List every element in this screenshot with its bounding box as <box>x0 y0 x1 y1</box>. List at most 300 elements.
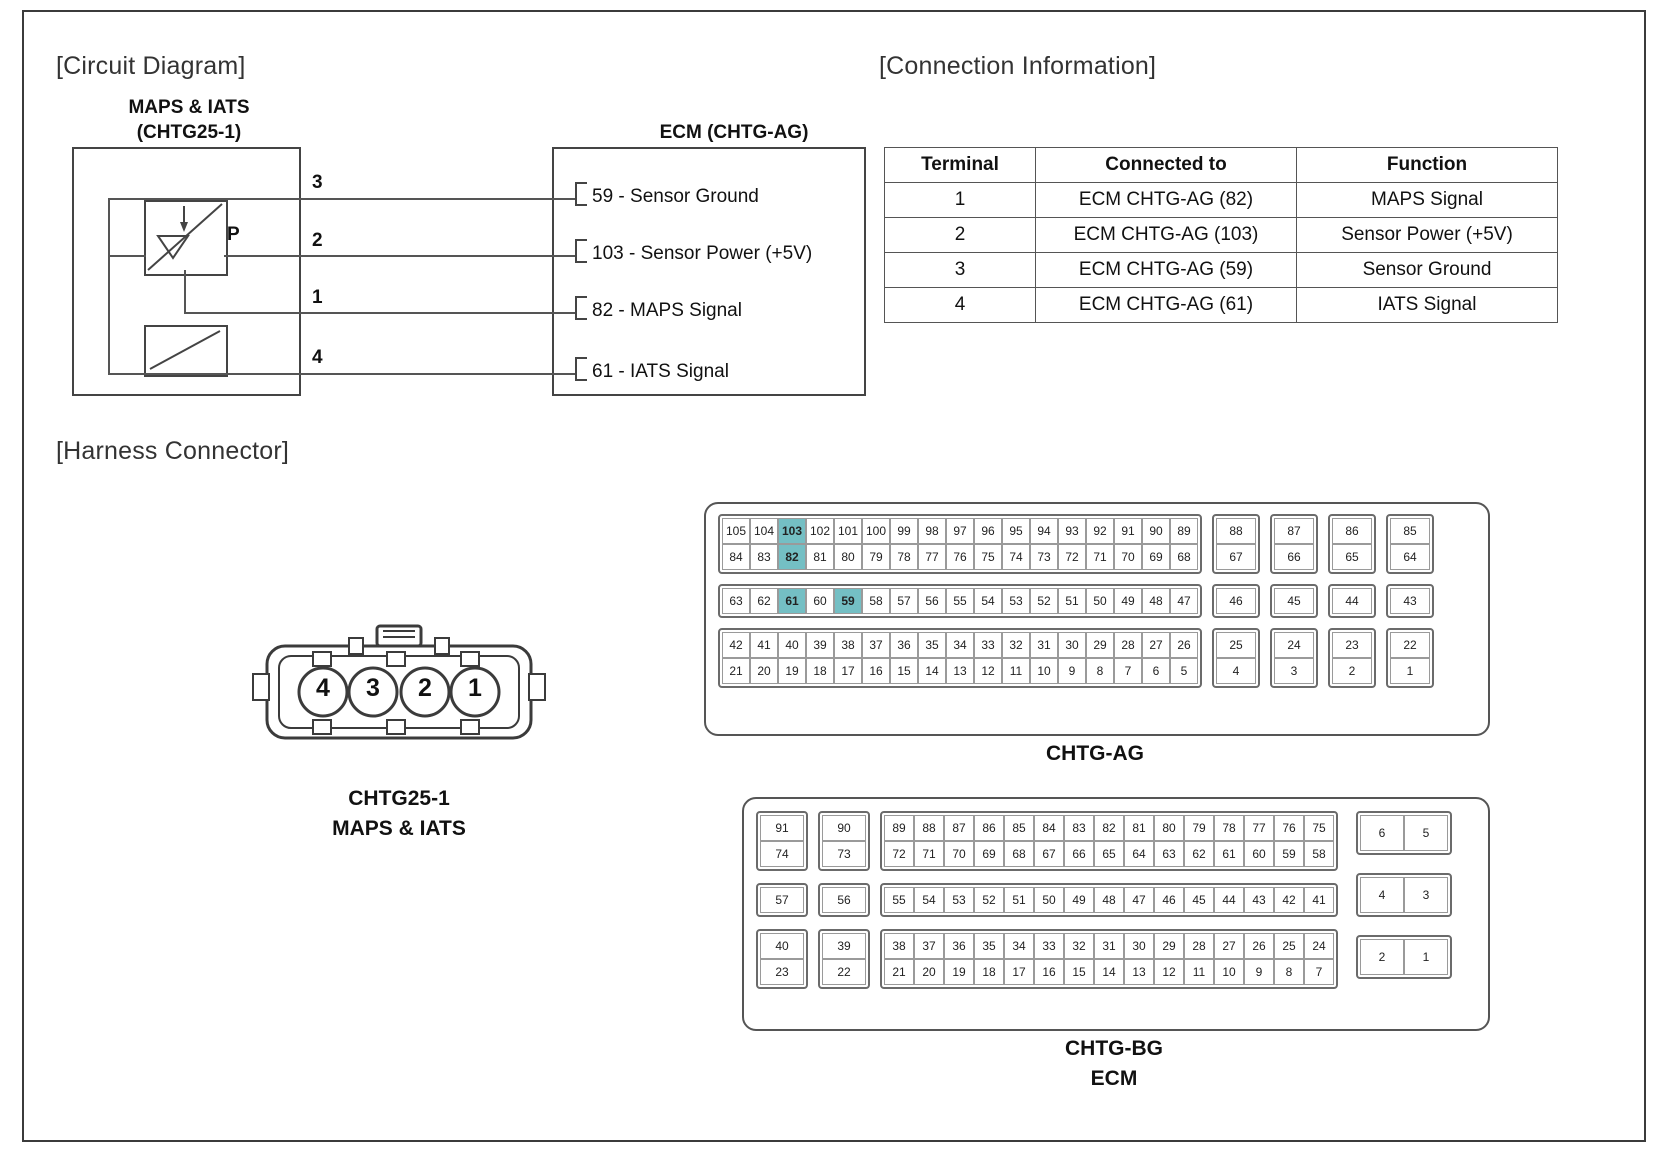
th-terminal: Terminal <box>885 148 1036 183</box>
pin-cell: 70 <box>1114 544 1142 570</box>
pin-row <box>1274 632 1314 658</box>
chtg-bg-caption-line2: ECM <box>1090 1067 1138 1090</box>
pin-cell: 55 <box>884 887 914 913</box>
pin-cell: 33 <box>974 632 1002 658</box>
pin-cell: 76 <box>946 544 974 570</box>
pin-cell: 33 <box>1034 933 1064 959</box>
pin-cell: 42 <box>722 632 750 658</box>
pin-cell: 6 <box>1360 815 1404 851</box>
pin-cell: 22 <box>822 959 866 985</box>
pin-cell: 41 <box>750 632 778 658</box>
pin-cell: 1 <box>1404 939 1448 975</box>
pin-group <box>1212 584 1260 618</box>
pin-row <box>760 959 804 985</box>
cell-terminal: 3 <box>885 253 1036 288</box>
pin-cell: 54 <box>914 887 944 913</box>
chtg-ag-panel <box>704 502 1490 736</box>
pin-cell: 62 <box>750 588 778 614</box>
pin-cell: 77 <box>918 544 946 570</box>
pin-cell: 69 <box>974 841 1004 867</box>
pin-row <box>760 933 804 959</box>
pin-row <box>1216 518 1256 544</box>
pin-group <box>756 883 808 917</box>
harness-caption-line1: CHTG25-1 <box>348 787 450 810</box>
connector-pin-1: 1 <box>468 674 482 702</box>
pin-group <box>1386 514 1434 574</box>
pin-cell: 39 <box>822 933 866 959</box>
pin-group <box>756 929 808 989</box>
pin-cell: 11 <box>1184 959 1214 985</box>
pin-cell: 16 <box>862 658 890 684</box>
pin-row <box>1360 939 1448 975</box>
pin-cell: 11 <box>1002 658 1030 684</box>
cell-connected: ECM CHTG-AG (82) <box>1036 183 1297 218</box>
pin-cell: 50 <box>1034 887 1064 913</box>
pin-cell: 27 <box>1142 632 1170 658</box>
pin-cell: 83 <box>750 544 778 570</box>
pin-cell: 67 <box>1216 544 1256 570</box>
pin-cell: 27 <box>1214 933 1244 959</box>
pin-cell: 104 <box>750 518 778 544</box>
pin-cell: 64 <box>1124 841 1154 867</box>
pin-cell: 80 <box>834 544 862 570</box>
pin-cell: 3 <box>1404 877 1448 913</box>
pin-row <box>760 887 804 913</box>
pin-cell: 105 <box>722 518 750 544</box>
pin-cell: 9 <box>1058 658 1086 684</box>
pin-row <box>1274 588 1314 614</box>
wire-1-to-82 <box>298 312 576 314</box>
pin-cell: 39 <box>806 632 834 658</box>
pin-cell: 12 <box>974 658 1002 684</box>
terminal-mark-59 <box>575 182 587 206</box>
pin-cell: 61 <box>778 588 806 614</box>
pin-row <box>1390 632 1430 658</box>
pin-cell: 56 <box>918 588 946 614</box>
pin-cell: 20 <box>914 959 944 985</box>
pin-group <box>1270 514 1318 574</box>
pin-cell: 64 <box>1390 544 1430 570</box>
pin-cell: 66 <box>1274 544 1314 570</box>
pin-cell: 78 <box>1214 815 1244 841</box>
pin-row <box>884 887 1334 913</box>
pin-row <box>722 632 1198 658</box>
ecm-box <box>552 147 866 396</box>
pin-cell: 59 <box>834 588 862 614</box>
pin-block-row <box>718 628 1434 688</box>
ecm-terminal-59: 59 - Sensor Ground <box>592 186 759 207</box>
pin-cell: 36 <box>944 933 974 959</box>
pin-cell: 17 <box>1004 959 1034 985</box>
pin-cell: 18 <box>974 959 1004 985</box>
pin-cell: 18 <box>806 658 834 684</box>
pin-cell: 52 <box>1030 588 1058 614</box>
pin-cell: 85 <box>1390 518 1430 544</box>
pin-cell: 95 <box>1002 518 1030 544</box>
pin-cell: 22 <box>1390 632 1430 658</box>
pin-cell: 75 <box>974 544 1002 570</box>
pin-cell: 15 <box>1064 959 1094 985</box>
pin-cell: 90 <box>822 815 866 841</box>
pin-cell: 26 <box>1244 933 1274 959</box>
pin-cell: 78 <box>890 544 918 570</box>
pin-cell: 98 <box>918 518 946 544</box>
pin-cell: 83 <box>1064 815 1094 841</box>
pin-cell: 84 <box>1034 815 1064 841</box>
th-connected-to: Connected to <box>1036 148 1297 183</box>
pin-block-row <box>718 584 1434 618</box>
chtg-ag-caption: CHTG-AG <box>1046 742 1144 765</box>
pin-group <box>1328 514 1376 574</box>
pin-cell: 80 <box>1154 815 1184 841</box>
pin-row <box>1360 815 1448 851</box>
cell-connected: ECM CHTG-AG (61) <box>1036 288 1297 323</box>
pin-cell: 73 <box>1030 544 1058 570</box>
pin-cell: 49 <box>1114 588 1142 614</box>
wire-pin1-drop <box>184 270 186 314</box>
harness-caption-line2: MAPS & IATS <box>332 817 466 840</box>
pin-cell: 88 <box>1216 518 1256 544</box>
pin-row <box>884 933 1334 959</box>
pin-cell: 41 <box>1304 887 1334 913</box>
pin-cell: 101 <box>834 518 862 544</box>
pin-cell: 68 <box>1170 544 1198 570</box>
pin-group <box>1212 628 1260 688</box>
pin-cell: 88 <box>914 815 944 841</box>
pin-row <box>1216 632 1256 658</box>
pin-cell: 44 <box>1214 887 1244 913</box>
pin-cell: 32 <box>1064 933 1094 959</box>
pin-row <box>884 815 1334 841</box>
pin-label-2: 2 <box>312 230 323 251</box>
pin-cell: 32 <box>1002 632 1030 658</box>
cell-terminal: 1 <box>885 183 1036 218</box>
pin-cell: 7 <box>1114 658 1142 684</box>
pin-cell: 4 <box>1360 877 1404 913</box>
circuit-diagram-title: [Circuit Diagram] <box>56 52 246 80</box>
pin-cell: 86 <box>1332 518 1372 544</box>
pin-cell: 40 <box>778 632 806 658</box>
connector-pin-2: 2 <box>418 674 432 702</box>
cell-terminal: 4 <box>885 288 1036 323</box>
pin-block-row <box>718 514 1434 574</box>
pin-cell: 103 <box>778 518 806 544</box>
pin-cell: 70 <box>944 841 974 867</box>
connection-information-title: [Connection Information] <box>879 52 1157 80</box>
ecm-header: ECM (CHTG-AG) <box>659 122 809 143</box>
pin-cell: 13 <box>1124 959 1154 985</box>
pin-cell: 91 <box>1114 518 1142 544</box>
pin-cell: 51 <box>1058 588 1086 614</box>
pin-block-row <box>756 929 1338 989</box>
pin-cell: 69 <box>1142 544 1170 570</box>
pin-cell: 73 <box>822 841 866 867</box>
pin-cell: 90 <box>1142 518 1170 544</box>
pin-cell: 23 <box>760 959 804 985</box>
pin-cell: 77 <box>1244 815 1274 841</box>
pin-cell: 13 <box>946 658 974 684</box>
pin-cell: 19 <box>944 959 974 985</box>
wire-3-to-59 <box>298 198 576 200</box>
pin-cell: 52 <box>974 887 1004 913</box>
chtg-bg-caption-line1: CHTG-BG <box>1065 1037 1163 1060</box>
pin-cell: 53 <box>944 887 974 913</box>
pin-row <box>1274 658 1314 684</box>
pin-row <box>822 933 866 959</box>
connector-outline <box>249 612 549 772</box>
pin-cell: 50 <box>1086 588 1114 614</box>
pin-cell: 2 <box>1360 939 1404 975</box>
pin-cell: 49 <box>1064 887 1094 913</box>
pin-cell: 56 <box>822 887 866 913</box>
pin-cell: 102 <box>806 518 834 544</box>
pin-cell: 45 <box>1184 887 1214 913</box>
pin-label-3: 3 <box>312 172 323 193</box>
pin-cell: 5 <box>1404 815 1448 851</box>
connector-pin-4: 4 <box>316 674 330 702</box>
pin-cell: 54 <box>974 588 1002 614</box>
pin-group <box>1356 873 1452 917</box>
pin-cell: 7 <box>1304 959 1334 985</box>
pin-cell: 46 <box>1154 887 1184 913</box>
diagram-frame <box>22 10 1646 1142</box>
maps-iats-header-line2: (CHTG25-1) <box>136 122 242 143</box>
pin-cell: 86 <box>974 815 1004 841</box>
pin-group <box>880 883 1338 917</box>
table-row <box>885 288 1558 323</box>
pin-cell: 24 <box>1274 632 1314 658</box>
pin-row <box>822 959 866 985</box>
pin-cell: 67 <box>1034 841 1064 867</box>
pin-cell: 89 <box>1170 518 1198 544</box>
pin-cell: 10 <box>1030 658 1058 684</box>
pin-row <box>1332 544 1372 570</box>
chtg-bg-main <box>756 811 1338 989</box>
pin-cell: 3 <box>1274 658 1314 684</box>
pin-cell: 60 <box>1244 841 1274 867</box>
pin-cell: 25 <box>1216 632 1256 658</box>
pin-row <box>822 887 866 913</box>
pin-cell: 17 <box>834 658 862 684</box>
pin-row <box>1390 544 1430 570</box>
pin-cell: 65 <box>1094 841 1124 867</box>
pin-row <box>722 658 1198 684</box>
pin-cell: 47 <box>1170 588 1198 614</box>
pressure-label: P <box>227 224 240 245</box>
pin-cell: 82 <box>1094 815 1124 841</box>
pin-cell: 38 <box>884 933 914 959</box>
pin-cell: 71 <box>1086 544 1114 570</box>
ecm-terminal-82: 82 - MAPS Signal <box>592 300 742 321</box>
pin-cell: 63 <box>1154 841 1184 867</box>
cell-terminal: 2 <box>885 218 1036 253</box>
pin-cell: 61 <box>1214 841 1244 867</box>
pin-cell: 19 <box>778 658 806 684</box>
pin-group <box>1270 584 1318 618</box>
pin-cell: 79 <box>862 544 890 570</box>
pin-cell: 34 <box>946 632 974 658</box>
pin-cell: 74 <box>760 841 804 867</box>
cell-function: IATS Signal <box>1297 288 1558 323</box>
pin-cell: 12 <box>1154 959 1184 985</box>
pin-row <box>722 544 1198 570</box>
pin-cell: 48 <box>1142 588 1170 614</box>
pin-group <box>1328 584 1376 618</box>
pin-group <box>718 584 1202 618</box>
pin-cell: 76 <box>1274 815 1304 841</box>
pin-cell: 23 <box>1332 632 1372 658</box>
pin-group <box>1356 811 1452 855</box>
pin-cell: 91 <box>760 815 804 841</box>
harness-connector-title: [Harness Connector] <box>56 437 290 465</box>
wire-pin1-internal <box>184 312 298 314</box>
pin-row <box>1390 658 1430 684</box>
pin-cell: 93 <box>1058 518 1086 544</box>
pin-cell: 29 <box>1086 632 1114 658</box>
maps-iats-header-line1: MAPS & IATS <box>128 97 250 118</box>
chtg-bg-layout <box>756 811 1452 989</box>
pin-cell: 35 <box>918 632 946 658</box>
wire-2-to-103 <box>298 255 576 257</box>
pin-cell: 28 <box>1114 632 1142 658</box>
pin-cell: 15 <box>890 658 918 684</box>
sensor-internal-bus <box>108 198 110 374</box>
pin-row <box>1360 877 1448 913</box>
pin-cell: 21 <box>722 658 750 684</box>
pin-cell: 14 <box>918 658 946 684</box>
pin-cell: 51 <box>1004 887 1034 913</box>
pin-row <box>1332 518 1372 544</box>
pin-label-1: 1 <box>312 287 323 308</box>
pin-row <box>1216 588 1256 614</box>
pin-cell: 35 <box>974 933 1004 959</box>
pin-group <box>1356 935 1452 979</box>
pin-cell: 37 <box>914 933 944 959</box>
pin-cell: 31 <box>1094 933 1124 959</box>
pin-cell: 29 <box>1154 933 1184 959</box>
pin-group <box>718 628 1202 688</box>
chtg25-1-connector <box>249 612 549 772</box>
pin-block-row <box>756 811 1338 871</box>
pin-row <box>1216 544 1256 570</box>
pin-row <box>760 815 804 841</box>
pin-group <box>818 929 870 989</box>
table-header-row <box>885 148 1558 183</box>
pin-cell: 57 <box>760 887 804 913</box>
pin-cell: 5 <box>1170 658 1198 684</box>
pin-cell: 37 <box>862 632 890 658</box>
pin-row <box>1390 588 1430 614</box>
pin-cell: 9 <box>1244 959 1274 985</box>
pin-cell: 81 <box>806 544 834 570</box>
pin-group <box>1328 628 1376 688</box>
pin-cell: 45 <box>1274 588 1314 614</box>
pin-group <box>818 883 870 917</box>
pin-cell: 34 <box>1004 933 1034 959</box>
pin-row <box>1332 632 1372 658</box>
pin-cell: 36 <box>890 632 918 658</box>
pin-row <box>722 588 1198 614</box>
chtg-bg-side-block <box>1356 811 1452 989</box>
wire-4-to-61 <box>298 373 576 375</box>
pin-group <box>1386 584 1434 618</box>
pin-cell: 46 <box>1216 588 1256 614</box>
pin-cell: 38 <box>834 632 862 658</box>
pin-row <box>1216 658 1256 684</box>
cell-function: MAPS Signal <box>1297 183 1558 218</box>
pin-cell: 42 <box>1274 887 1304 913</box>
th-function: Function <box>1297 148 1558 183</box>
pin-cell: 100 <box>862 518 890 544</box>
pin-cell: 31 <box>1030 632 1058 658</box>
pin-cell: 40 <box>760 933 804 959</box>
pin-cell: 8 <box>1086 658 1114 684</box>
pin-cell: 68 <box>1004 841 1034 867</box>
pin-cell: 2 <box>1332 658 1372 684</box>
pin-group <box>1212 514 1260 574</box>
pin-cell: 47 <box>1124 887 1154 913</box>
wire-pin4-internal <box>108 373 298 375</box>
pin-row <box>1332 588 1372 614</box>
pin-cell: 66 <box>1064 841 1094 867</box>
pin-cell: 24 <box>1304 933 1334 959</box>
pin-cell: 71 <box>914 841 944 867</box>
pin-cell: 94 <box>1030 518 1058 544</box>
maps-symbol-glyph <box>144 200 226 274</box>
pin-cell: 28 <box>1184 933 1214 959</box>
pin-group <box>880 929 1338 989</box>
pin-cell: 14 <box>1094 959 1124 985</box>
pin-cell: 58 <box>862 588 890 614</box>
pin-cell: 4 <box>1216 658 1256 684</box>
pin-group <box>1386 628 1434 688</box>
pin-cell: 21 <box>884 959 914 985</box>
pin-cell: 92 <box>1086 518 1114 544</box>
pin-row <box>1274 518 1314 544</box>
table-row <box>885 218 1558 253</box>
pin-cell: 87 <box>944 815 974 841</box>
pin-cell: 84 <box>722 544 750 570</box>
pin-row <box>722 518 1198 544</box>
pin-cell: 74 <box>1002 544 1030 570</box>
connector-pin-3: 3 <box>366 674 380 702</box>
pin-group <box>1270 628 1318 688</box>
pin-cell: 62 <box>1184 841 1214 867</box>
table-row <box>885 183 1558 218</box>
pin-cell: 97 <box>946 518 974 544</box>
pin-cell: 6 <box>1142 658 1170 684</box>
pin-cell: 96 <box>974 518 1002 544</box>
pin-cell: 65 <box>1332 544 1372 570</box>
pin-cell: 99 <box>890 518 918 544</box>
iats-symbol-glyph <box>144 325 226 375</box>
pin-group <box>818 811 870 871</box>
pin-group <box>880 811 1338 871</box>
pin-cell: 30 <box>1058 632 1086 658</box>
pin-cell: 82 <box>778 544 806 570</box>
pin-cell: 1 <box>1390 658 1430 684</box>
pin-cell: 75 <box>1304 815 1334 841</box>
pin-cell: 57 <box>890 588 918 614</box>
pin-cell: 44 <box>1332 588 1372 614</box>
cell-connected: ECM CHTG-AG (59) <box>1036 253 1297 288</box>
pin-cell: 48 <box>1094 887 1124 913</box>
pin-cell: 63 <box>722 588 750 614</box>
pin-cell: 55 <box>946 588 974 614</box>
wire-pin2-internal <box>108 255 146 257</box>
pin-cell: 60 <box>806 588 834 614</box>
pin-group <box>718 514 1202 574</box>
